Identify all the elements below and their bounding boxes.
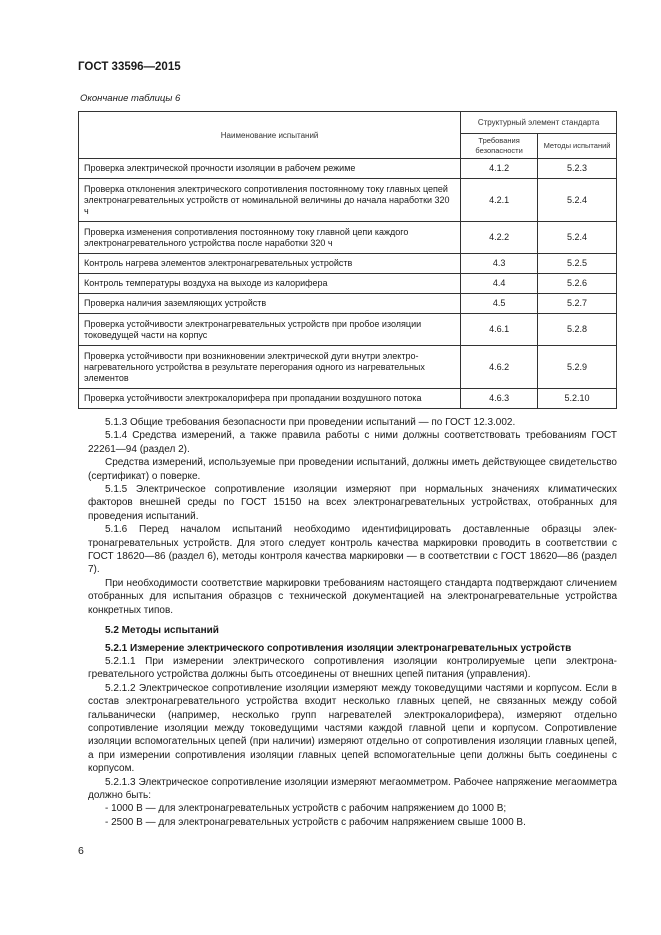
- row-safety: 4.3: [461, 254, 538, 274]
- row-name: Проверка устойчивости электрокалорифера при пропадании воздушного потока: [79, 389, 461, 409]
- row-name: Контроль нагрева элементов электронагревательных устройств: [79, 254, 461, 274]
- row-name: Проверка наличия заземляющих устройств: [79, 294, 461, 314]
- row-name: Проверка отклонения электрического сопротивления постоянному току главных цепей электронагревательных устройств от номинальной величины до начала наработки 320 ч: [79, 179, 461, 222]
- row-method: 5.2.6: [538, 274, 617, 294]
- table-row: [79, 254, 617, 274]
- table-row: [79, 294, 617, 314]
- paragraph: 5.1.4 Средства измерений, а также правила работы с ними должны соответствовать требованиям ГОСТ 22261—94 (раздел 2).: [88, 430, 617, 455]
- paragraph: 5.2.1.2 Электрическое сопротивление изоляции измеряют между токоведущими частями и корпусом. Если в состав электронагревательного устройства входит несколько главных цепей, не связанных между собой гальванически (например, несколько групп нагревателей электрокалорифера), измеряют отдельно сопротивление изоляции между токоведущими частями каждой главной цепи и корпусом. Сопротивление изоляции вспомогательных цепей (при наличии) измеряют отдельно от сопротивления изоляции главных цепей, а при измерении сопротивления изоляции главных цепей вспомогательные цепи должны быть соединены с корпусом.: [88, 682, 617, 775]
- body-text: [88, 416, 617, 829]
- row-method: 5.2.9: [538, 346, 617, 389]
- row-safety: 4.6.1: [461, 314, 538, 346]
- row-method: 5.2.7: [538, 294, 617, 314]
- list-item: - 1000 В — для электронагревательных устройств с рабочим напряжением до 1000 В;: [105, 803, 507, 815]
- column-header-group: Структурный элемент стандарта: [461, 112, 617, 134]
- row-name: Проверка устойчивости при возникновении электрической дуги внутри электронагревательного устройства в результате перегорания одного из нагревательных элементов: [79, 346, 461, 389]
- table-header-row: [79, 112, 617, 134]
- paragraph: 5.2.1.1 При измерении электрического сопротивления изоляции контролируемые цепи электронагревательного устройства должны быть отсоединены от внешних цепей питания (управления).: [88, 655, 617, 681]
- row-safety: 4.4: [461, 274, 538, 294]
- row-method: 5.2.5: [538, 254, 617, 274]
- column-header-safety: Требования безопасности: [461, 134, 538, 159]
- row-safety: 4.2.2: [461, 222, 538, 254]
- table-row: [79, 274, 617, 294]
- row-method: 5.2.4: [538, 222, 617, 254]
- table-row: [79, 389, 617, 409]
- paragraph: 5.2.1.3 Электрическое сопротивление изоляции измеряют мегаомметром. Рабочее напряжение мегаомметра должно быть:: [88, 776, 617, 801]
- table-row: [79, 179, 617, 222]
- paragraph: 5.1.6 Перед началом испытаний необходимо идентифицировать доставленные образцы электронагревательных устройств. Для этого следует контроль качества маркировки проводить в соответствии с ГОСТ 18620—86 (раздел 6), методы контроля качества маркировки — в соответствии с ГОСТ 18620—86 (раздел 7).: [88, 524, 617, 576]
- row-safety: 4.1.2: [461, 159, 538, 179]
- test-table: [78, 111, 617, 409]
- paragraph: При необходимости соответствие маркировки требованиям настоящего стандарта подтверждают сличением отобранных для испытания образцов с технической документацией на электронагревательные устройства конкретных типов.: [88, 577, 617, 616]
- row-name: Контроль температуры воздуха на выходе из калорифера: [79, 274, 461, 294]
- paragraph: Средства измерений, используемые при проведении испытаний, должны иметь действующее свидетельство (сертификат) о поверке.: [88, 457, 617, 482]
- paragraph: 5.1.5 Электрическое сопротивление изоляции измеряют при нормальных значениях климатических факторов внешней среды по ГОСТ 15150 на всех электронагревательных устройствах, отобранных для проведения испытаний.: [88, 484, 617, 522]
- paragraph: 5.1.3 Общие требования безопасности при проведении испытаний — по ГОСТ 12.3.002.: [105, 417, 516, 428]
- page-number: 6: [78, 845, 84, 857]
- subsection-heading: 5.2.1 Измерение электрического сопротивления изоляции электронагревательных устройств: [105, 642, 572, 654]
- table-row: [79, 222, 617, 254]
- column-header-name: Наименование испытаний: [79, 112, 461, 159]
- column-header-methods: Методы испытаний: [538, 134, 617, 159]
- row-name: Проверка изменения сопротивления постоянному току главной цепи каждого электронагревательного устройства после наработки 320 ч: [79, 222, 461, 254]
- row-method: 5.2.3: [538, 159, 617, 179]
- document-header: ГОСТ 33596—2015: [78, 61, 181, 73]
- table-row: [79, 159, 617, 179]
- table-row: [79, 314, 617, 346]
- row-safety: 4.6.3: [461, 389, 538, 409]
- row-safety: 4.5: [461, 294, 538, 314]
- row-safety: 4.6.2: [461, 346, 538, 389]
- list-item: - 2500 В — для электронагревательных устройств с рабочим напряжением свыше 1000 В.: [105, 816, 526, 828]
- table-caption: Окончание таблицы 6: [80, 93, 181, 104]
- row-method: 5.2.10: [538, 389, 617, 409]
- row-name: Проверка устойчивости электронагревательных устройств при пробое изоляции токоведущей части на корпус: [79, 314, 461, 346]
- row-safety: 4.2.1: [461, 179, 538, 222]
- section-heading: 5.2 Методы испытаний: [105, 625, 219, 637]
- row-method: 5.2.4: [538, 179, 617, 222]
- row-method: 5.2.8: [538, 314, 617, 346]
- row-name: Проверка электрической прочности изоляции в рабочем режиме: [79, 159, 461, 179]
- table-row: [79, 346, 617, 389]
